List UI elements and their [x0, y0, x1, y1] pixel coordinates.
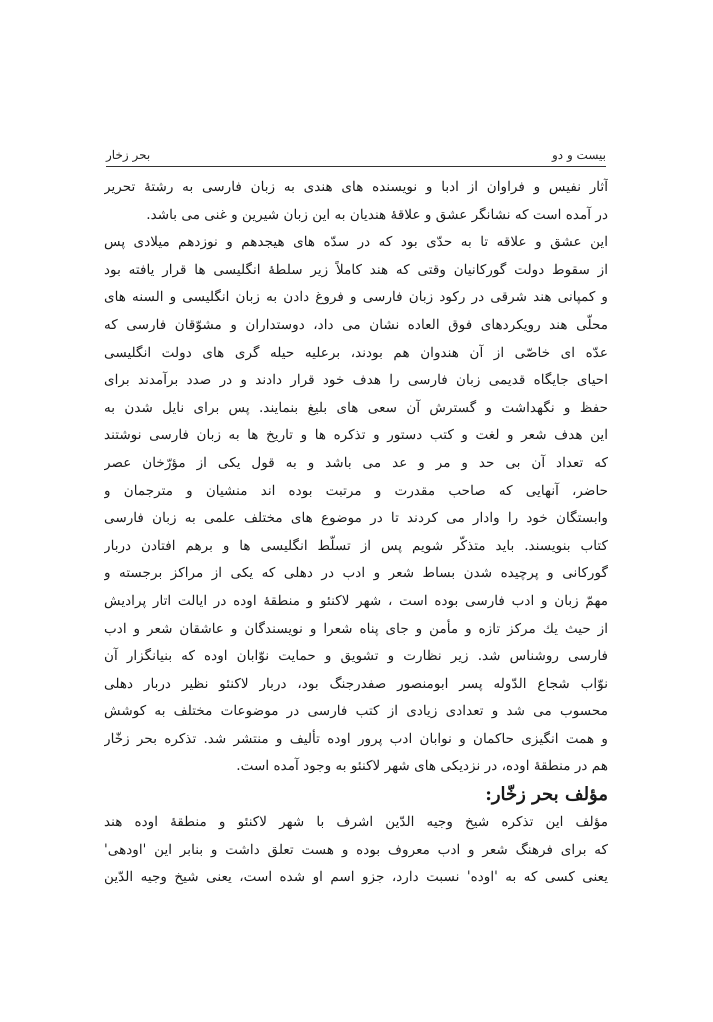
page-number-label: بیست و دو: [551, 148, 606, 162]
running-title: بحر زخار: [106, 148, 151, 162]
section-heading: مؤلف بحر زخّار:: [485, 784, 608, 806]
text-line: مؤلف این تذکره شیخ وجیه الدّین اشرف با شهر لاکنئو و منطقهٔ اوده هند: [104, 814, 608, 831]
text-line: این عشق و علاقه تا به حدّی بود که در سدّه های هیجدهم و نوزدهم میلادی پس: [104, 234, 608, 251]
text-line: حاضر، آنهایی که صاحب مقدرت و مرتبت بوده اند منشیان و مترجمان و: [104, 482, 608, 499]
text-line: عدّه ای خاصّی از آن هندوان هم بودند، برعلیه حیله گری های دولت انگلیسی: [104, 344, 608, 361]
text-line: گورکانی و پرچیده شدن بساط شعر و ادب در دهلی که یکی از مراکز برجسته و: [104, 565, 608, 582]
text-line: مهمّ زبان و ادب فارسی بوده است ، شهر لاکنئو و منطقهٔ اوده در ایالت اتار پرادیش: [104, 592, 608, 609]
paragraph-3: [104, 809, 608, 892]
document-body: [104, 174, 608, 892]
text-line: این هدف شعر و لغت و کتب دستور و تذکره ها و تاریخ ها به زبان فارسی نوشتند: [104, 427, 608, 444]
text-line: یعنی کسی که به 'اوده' نسبت دارد، جزو اسم او شده است، یعنی شیخ وجیه الدّین: [104, 869, 608, 886]
paragraph-1: [104, 174, 608, 229]
text-line: و همت انگیزی حاکمان و نوابان ادب پرور اوده تألیف و منتشر شد. تذکره بحر زخّار: [104, 730, 608, 747]
text-line: که برای فرهنگ شعر و ادب معروف بوده و هست تعلق داشت و بنابر این 'اودهی': [104, 841, 608, 858]
text-line: محلّی هند رویکردهای فوق العاده نشان می داد، دوستداران و مشوّقان فارسی که: [104, 316, 608, 333]
text-line: کتاب بنویسند. باید متذکّر شویم پس از تسلّط انگلیسی ها و برهم افتادن دربار: [104, 537, 608, 554]
text-line: از سقوط دولت گورکانیان وقتی که هند کاملاً زیر سلطهٔ انگلیسی ها قرار یافته بود: [104, 261, 608, 278]
text-line: احیای جایگاه قدیمی زبان فارسی را هدف خود قرار دادند و در صدد برآمدند برای: [104, 372, 608, 389]
text-line: هم در منطقهٔ اوده، در نزدیکی های شهر لاکنئو به وجود آمده است.: [236, 758, 608, 775]
text-line: محسوب می شد و تعدادی زیادی از کتب فارسی در موضوعات مختلف به کوشش: [104, 703, 608, 720]
text-line: از حیث یك مرکز تازه و مأمن و جای پناه شعرا و نویسندگان و عاشقان شعر و ادب: [104, 620, 608, 637]
text-line: وابستگان خود را وادار می کردند تا در موضوع های مختلف علمی به زبان فارسی: [104, 510, 608, 527]
running-header: [106, 146, 606, 168]
text-line: در آمده است که نشانگر عشق و علاقهٔ هندیان به این زبان شیرین و غنی می باشد.: [146, 206, 608, 223]
text-line: نوّاب شجاع الدّوله پسر ابومنصور صفدرجنگ بود، دربار لاکنئو نظیر دربار دهلی: [104, 675, 608, 692]
text-line: و کمپانی هند شرقی در رکود زبان فارسی و فروغ دادن به زبان انگلیسی و السنه های: [104, 289, 608, 306]
text-line: فارسی روشناس شد. زیر نظارت و تشویق و حمایت نوّابان اوده که بنیانگزار آن: [104, 648, 608, 665]
text-line: حفظ و نگهداشت و گسترش آن سعی های بلیغ بنمایند. پس برای نایل شدن به: [104, 399, 608, 416]
header-rule: [106, 166, 606, 167]
text-line: آثار نفیس و فراوان از ادبا و نویسنده های هندی به زبان فارسی به رشتهٔ تحریر: [104, 179, 608, 195]
paragraph-2: [104, 229, 608, 781]
text-line: که تعداد آن بی حد و مر و عد می باشد و به قول یکی از مؤرّخان عصر: [104, 454, 608, 471]
